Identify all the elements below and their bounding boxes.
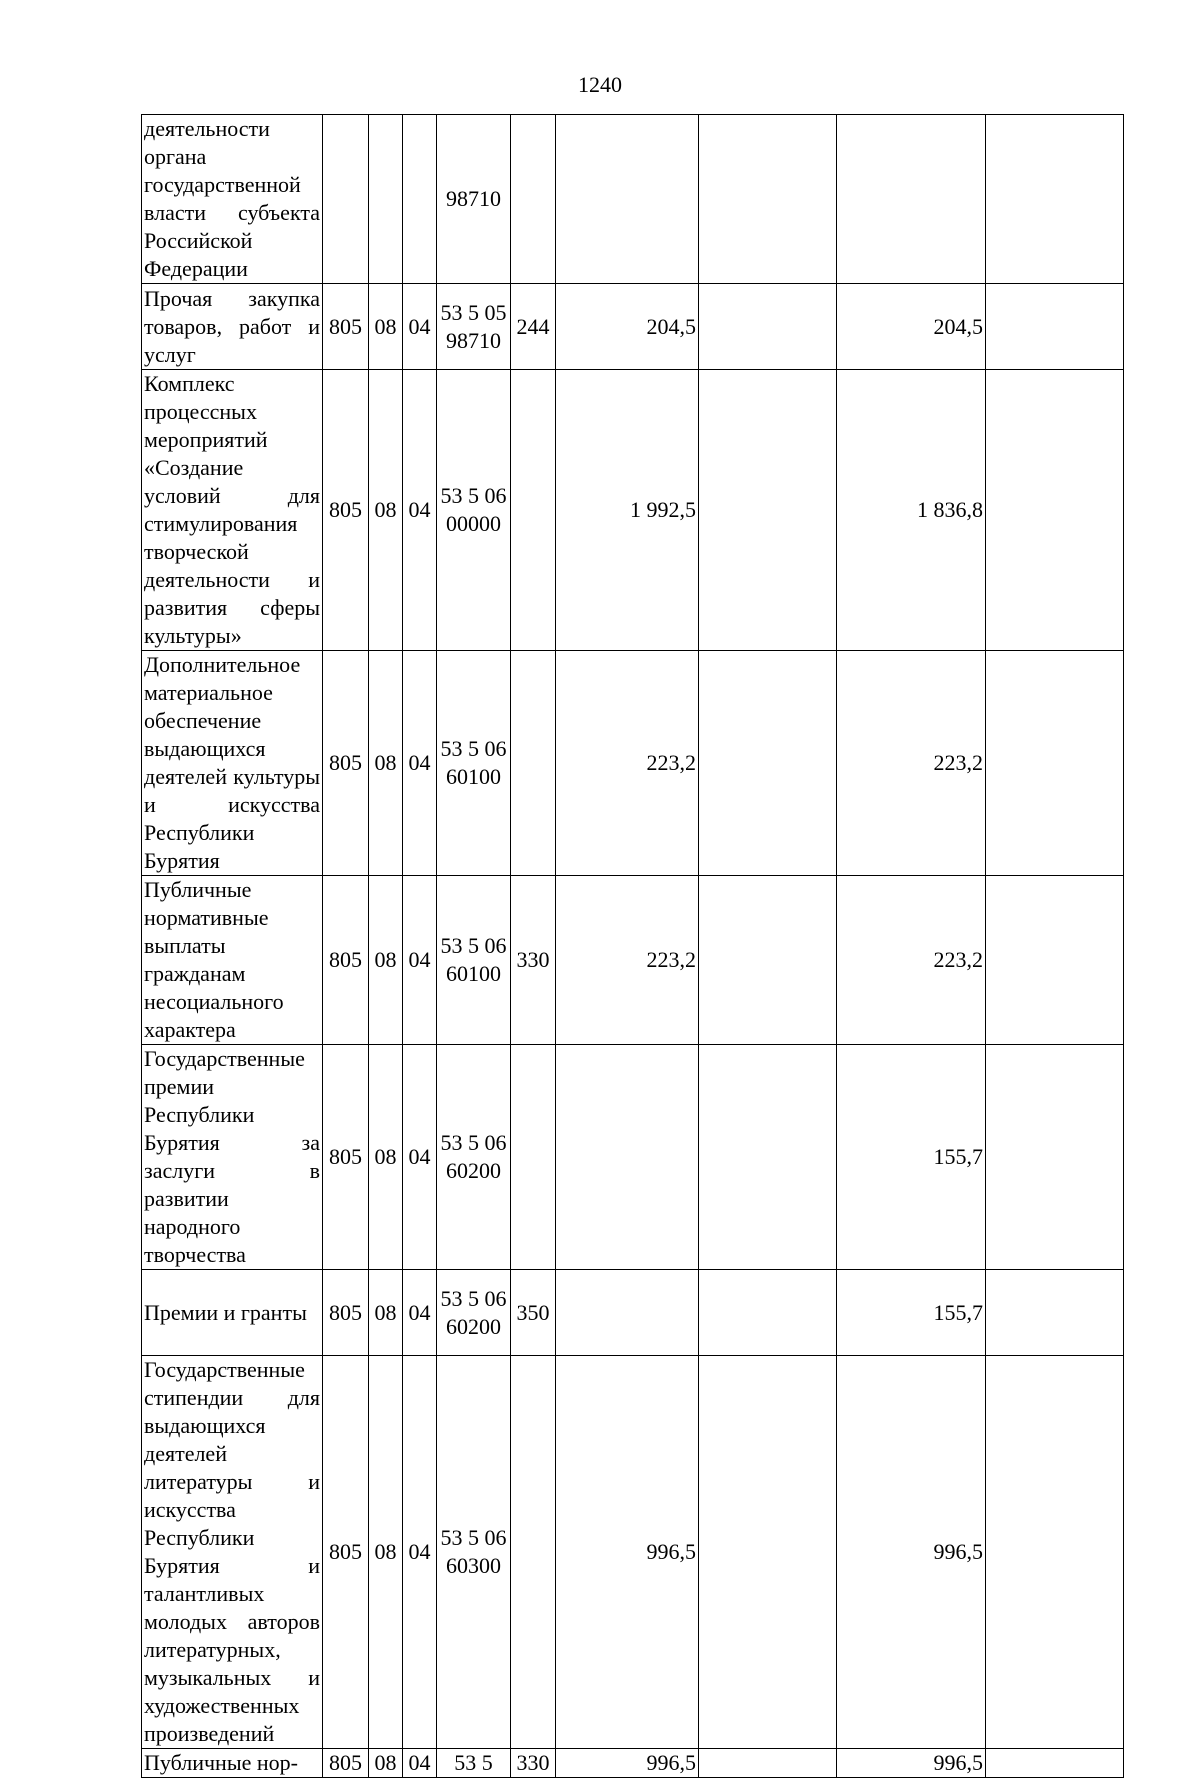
- ministry-code: 805: [323, 1270, 369, 1356]
- ministry-code: 805: [323, 1356, 369, 1749]
- sum-2: 223,2: [837, 651, 986, 876]
- subsection-code: 04: [403, 876, 437, 1045]
- ministry-code: 805: [323, 370, 369, 651]
- expense-type-code: [511, 651, 556, 876]
- row-description: Публичные нор-: [142, 1749, 323, 1778]
- subsection-code: 04: [403, 1749, 437, 1778]
- sum-2: 155,7: [837, 1270, 986, 1356]
- expense-type-code: 350: [511, 1270, 556, 1356]
- row-description: Дополнительное материальное обеспечение выдающихся деятелей культуры и искусства Республики Бурятия: [142, 651, 323, 876]
- sum-1: [556, 1270, 699, 1356]
- sum-2: 996,5: [837, 1749, 986, 1778]
- expense-type-code: [511, 1356, 556, 1749]
- sum-1: [556, 1045, 699, 1270]
- sum-1: [556, 115, 699, 284]
- subsection-code: 04: [403, 284, 437, 370]
- table-row: [142, 1749, 1124, 1778]
- page-number: 1240: [578, 72, 622, 97]
- ministry-code: 805: [323, 284, 369, 370]
- section-code: 08: [369, 1270, 403, 1356]
- expense-type-code: 244: [511, 284, 556, 370]
- budget-table: [141, 114, 1124, 1778]
- row-description: Государственные стипендии для выдающихся деятелей литературы и искусства Республики Бурятия и талантливых молодых авторов литературных, музыкальных и художественных произведений: [142, 1356, 323, 1749]
- section-code: 08: [369, 1045, 403, 1270]
- target-article-code: 53 5 06 60300: [437, 1356, 511, 1749]
- ministry-code: 805: [323, 1749, 369, 1778]
- column-8: [699, 370, 837, 651]
- section-code: 08: [369, 370, 403, 651]
- sum-2: 223,2: [837, 876, 986, 1045]
- table-row: [142, 876, 1124, 1045]
- expense-type-code: [511, 1045, 556, 1270]
- sum-1: 223,2: [556, 651, 699, 876]
- subsection-code: [403, 115, 437, 284]
- expense-type-code: 330: [511, 1749, 556, 1778]
- ministry-code: 805: [323, 876, 369, 1045]
- target-article-code: 53 5 06 00000: [437, 370, 511, 651]
- sum-2: 155,7: [837, 1045, 986, 1270]
- subsection-code: 04: [403, 1270, 437, 1356]
- column-10: [986, 651, 1124, 876]
- table-row: [142, 115, 1124, 284]
- row-description: деятельности органа государственной власти субъекта Российской Федерации: [142, 115, 323, 284]
- column-8: [699, 284, 837, 370]
- table-row: [142, 1045, 1124, 1270]
- target-article-code: 53 5 06 60200: [437, 1270, 511, 1356]
- row-description: Публичные нормативные выплаты гражданам несоциального характера: [142, 876, 323, 1045]
- section-code: 08: [369, 1356, 403, 1749]
- sum-2: [837, 115, 986, 284]
- section-code: 08: [369, 876, 403, 1045]
- expense-type-code: [511, 370, 556, 651]
- table-row: [142, 1356, 1124, 1749]
- subsection-code: 04: [403, 370, 437, 651]
- target-article-code: 53 5 06 60100: [437, 651, 511, 876]
- column-10: [986, 284, 1124, 370]
- column-10: [986, 1270, 1124, 1356]
- table-body: [142, 115, 1124, 1778]
- sum-2: 1 836,8: [837, 370, 986, 651]
- sum-1: 996,5: [556, 1356, 699, 1749]
- column-10: [986, 1749, 1124, 1778]
- column-8: [699, 115, 837, 284]
- section-code: 08: [369, 284, 403, 370]
- sum-1: 1 992,5: [556, 370, 699, 651]
- subsection-code: 04: [403, 1045, 437, 1270]
- ministry-code: [323, 115, 369, 284]
- column-10: [986, 115, 1124, 284]
- target-article-code: 53 5: [437, 1749, 511, 1778]
- column-8: [699, 876, 837, 1045]
- section-code: 08: [369, 651, 403, 876]
- expense-type-code: [511, 115, 556, 284]
- table-row: [142, 284, 1124, 370]
- column-10: [986, 1356, 1124, 1749]
- expense-type-code: 330: [511, 876, 556, 1045]
- ministry-code: 805: [323, 1045, 369, 1270]
- column-10: [986, 1045, 1124, 1270]
- column-8: [699, 1749, 837, 1778]
- section-code: 08: [369, 1749, 403, 1778]
- section-code: [369, 115, 403, 284]
- subsection-code: 04: [403, 1356, 437, 1749]
- sum-1: 996,5: [556, 1749, 699, 1778]
- table-row: [142, 1270, 1124, 1356]
- table-row: [142, 370, 1124, 651]
- ministry-code: 805: [323, 651, 369, 876]
- sum-2: 204,5: [837, 284, 986, 370]
- target-article-code: 53 5 05 98710: [437, 284, 511, 370]
- column-8: [699, 1356, 837, 1749]
- target-article-code: 98710: [437, 115, 511, 284]
- column-8: [699, 1045, 837, 1270]
- column-10: [986, 876, 1124, 1045]
- column-8: [699, 1270, 837, 1356]
- sum-2: 996,5: [837, 1356, 986, 1749]
- sum-1: 204,5: [556, 284, 699, 370]
- row-description: Комплекс процессных мероприятий «Создание условий для стимулирования творческой деятельности и развития сферы культуры»: [142, 370, 323, 651]
- table-row: [142, 651, 1124, 876]
- subsection-code: 04: [403, 651, 437, 876]
- row-description: Премии и гранты: [142, 1270, 323, 1356]
- row-description: Государственные премии Республики Бурятия за заслуги в развитии народного творчества: [142, 1045, 323, 1270]
- target-article-code: 53 5 06 60200: [437, 1045, 511, 1270]
- row-description: Прочая закупка товаров, работ и услуг: [142, 284, 323, 370]
- target-article-code: 53 5 06 60100: [437, 876, 511, 1045]
- sum-1: 223,2: [556, 876, 699, 1045]
- column-10: [986, 370, 1124, 651]
- column-8: [699, 651, 837, 876]
